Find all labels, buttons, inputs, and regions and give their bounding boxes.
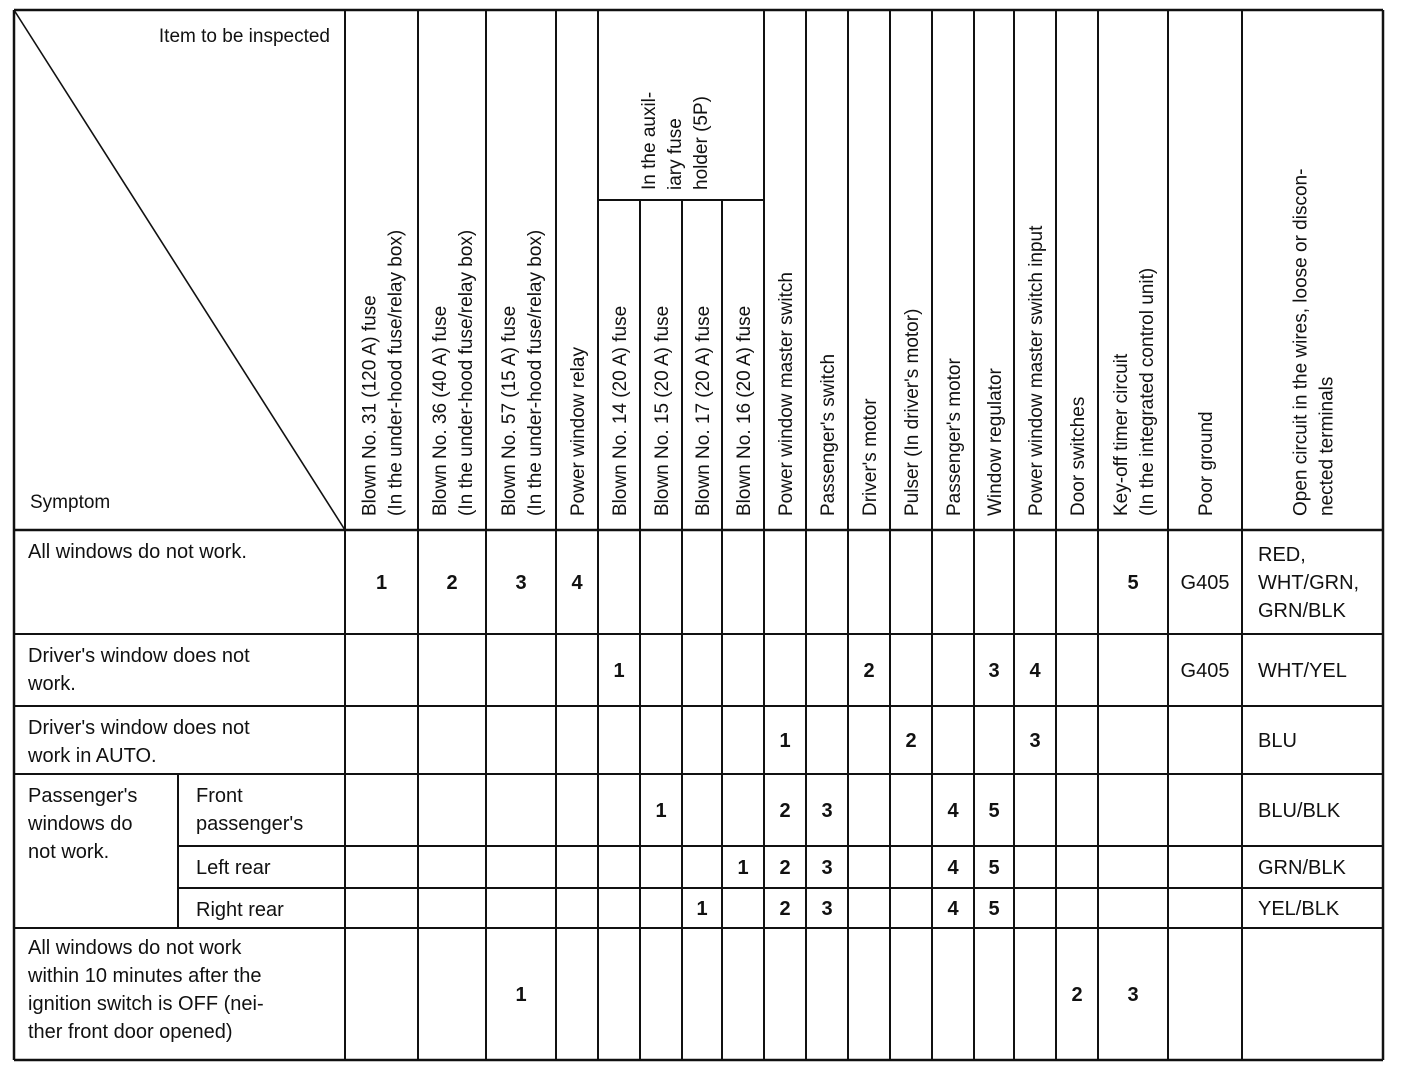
column-header: Door switches: [1068, 396, 1089, 516]
cell-value: 3: [988, 660, 1000, 682]
symptom-text: ignition switch is OFF (nei-: [28, 993, 264, 1015]
cell-value: 4: [947, 857, 959, 879]
cell-value: 2: [1071, 984, 1083, 1006]
symptom-text: ther front door opened): [28, 1021, 233, 1043]
aux-group-label: holder (5P): [691, 96, 712, 190]
column-header: Blown No. 31 (120 A) fuse: [359, 295, 381, 516]
cell-value: 4: [1029, 660, 1041, 682]
cell-value: 5: [988, 898, 1000, 920]
column-header: Poor ground: [1196, 411, 1217, 516]
wire-colour: WHT/GRN,: [1258, 572, 1360, 594]
cell-value: 5: [988, 857, 1000, 879]
symptom-text: Front: [196, 785, 243, 807]
cell-value: 5: [988, 800, 1000, 822]
column-header: (In the integrated control unit): [1137, 267, 1158, 516]
header-diagonal: [14, 10, 345, 530]
symptom-text: work in AUTO.: [28, 745, 157, 767]
cell-value: 4: [947, 800, 959, 822]
column-header: Blown No. 36 (40 A) fuse: [430, 305, 451, 516]
item-to-be-inspected-label: Item to be inspected: [158, 26, 330, 47]
symptom-text: Left rear: [196, 857, 271, 879]
cell-value: 1: [375, 572, 388, 594]
symptom-text: work.: [28, 673, 76, 695]
symptom-text: All windows do not work.: [28, 541, 247, 563]
cell-value: 2: [779, 800, 791, 822]
column-header: Open circuit in the wires, loose or discon-: [1290, 168, 1312, 516]
cell-value: 1: [779, 730, 791, 752]
column-header: Blown No. 17 (20 A) fuse: [693, 305, 714, 516]
symptom-text: within 10 minutes after the: [28, 965, 262, 987]
column-header: Pulser (In driver's motor): [902, 308, 923, 516]
column-header: Driver's motor: [860, 398, 881, 516]
wire-colour: YEL/BLK: [1258, 898, 1340, 920]
column-header: Blown No. 15 (20 A) fuse: [652, 305, 673, 516]
cell-value: 2: [863, 660, 875, 682]
column-header: Passenger's switch: [818, 353, 839, 516]
aux-group-label: iary fuse: [665, 118, 686, 190]
symptom-text: Right rear: [196, 899, 284, 921]
cell-value: 2: [446, 572, 458, 594]
cell-value: 1: [655, 800, 667, 822]
cell-value: 5: [1127, 572, 1139, 594]
symptom-label: Symptom: [30, 492, 111, 513]
column-header: Window regulator: [985, 368, 1006, 516]
cell-value: 3: [1029, 730, 1041, 752]
column-header: Power window relay: [568, 347, 589, 516]
symptom-text: Driver's window does not: [28, 717, 250, 739]
cell-value: 1: [737, 857, 749, 879]
column-header: nected terminals: [1316, 376, 1338, 516]
column-header: Power window master switch input: [1026, 225, 1047, 516]
group-label: not work.: [28, 841, 110, 863]
column-header: Key-off timer circuit: [1111, 353, 1132, 516]
cell-value: 3: [1127, 984, 1139, 1006]
column-header: Passenger's motor: [944, 358, 965, 516]
cell-value: 2: [779, 898, 791, 920]
wire-colour: BLU: [1258, 730, 1297, 752]
wire-colour: RED,: [1258, 544, 1306, 566]
column-header: Blown No. 57 (15 A) fuse: [499, 305, 520, 516]
column-header: (In the under-hood fuse/relay box): [385, 229, 407, 516]
column-header: Blown No. 16 (20 A) fuse: [734, 305, 755, 516]
group-label: windows do: [28, 813, 133, 835]
cell-value: 2: [905, 730, 917, 752]
cell-value: 1: [613, 660, 625, 682]
wire-colour: WHT/YEL: [1258, 660, 1347, 682]
wire-colour: BLU/BLK: [1258, 800, 1341, 822]
column-header: Blown No. 14 (20 A) fuse: [610, 305, 631, 516]
wire-colour: GRN/BLK: [1258, 600, 1346, 622]
symptom-text: Driver's window does not: [28, 645, 250, 667]
symptom-text: All windows do not work: [28, 937, 242, 959]
column-header: (In the under-hood fuse/relay box): [525, 229, 546, 516]
symptom-text: passenger's: [196, 813, 304, 835]
column-header: Power window master switch: [776, 272, 797, 516]
cell-value: 1: [696, 898, 708, 920]
cell-value: 3: [821, 857, 833, 879]
aux-group-label: In the auxil-: [639, 91, 660, 190]
cell-value: 2: [779, 857, 791, 879]
cell-value: G405: [1180, 660, 1230, 682]
column-header: (In the under-hood fuse/relay box): [456, 229, 477, 516]
cell-value: 4: [571, 572, 583, 594]
cell-value: 3: [515, 572, 527, 594]
cell-value: 1: [515, 984, 527, 1006]
cell-value: 3: [821, 800, 833, 822]
cell-value: 4: [947, 898, 959, 920]
cell-value: 3: [821, 898, 833, 920]
wire-colour: GRN/BLK: [1258, 857, 1346, 879]
cell-value: G405: [1180, 572, 1230, 594]
group-label: Passenger's: [28, 785, 138, 807]
